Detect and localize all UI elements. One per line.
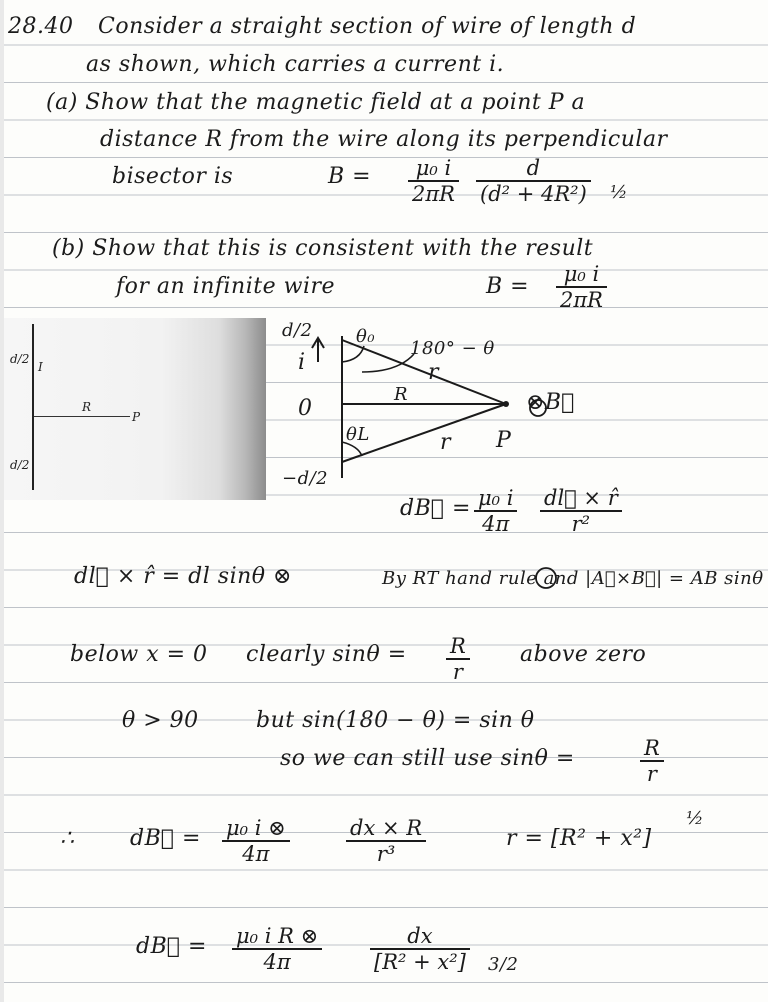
sketch-label-B: ⊗B⃗ (526, 390, 575, 415)
below-zero-text: below x = 0 (70, 642, 208, 667)
db2-fraction-2 (370, 924, 470, 974)
part-b-fraction-denominator: 2πR (560, 288, 603, 312)
part-b-line-2: for an infinite wire (116, 274, 336, 299)
sketch-label-d-half-bottom: −d/2 (282, 468, 329, 489)
r-equation: r = [R² + x²] (506, 826, 652, 851)
sketch-label-d-half-top: d/2 (282, 320, 313, 341)
figure-label-d-half-bottom: d/2 (10, 458, 30, 472)
still-use-fraction-denominator: r (646, 762, 657, 786)
db2-fraction-2-denominator: [R² + x²] (374, 950, 466, 974)
db-fraction-1-numerator: μ₀ i ⊗ (222, 816, 290, 842)
still-use-fraction-numerator: R (640, 736, 664, 762)
part-b-lhs: B = (486, 274, 530, 299)
therefore-symbol: ∴ (60, 826, 75, 851)
biot-savart-fraction-2-denominator: r² (571, 512, 591, 536)
figure-label-P: P (132, 410, 141, 424)
cross-product-note: By RT hand rule and |A⃗×B⃗| = AB sinθ (382, 568, 764, 589)
db2-fraction-1 (232, 924, 322, 974)
figure-label-R: R (82, 400, 92, 414)
sketch-label-thetaL: θL (346, 424, 370, 445)
db-lhs: dB⃗ = (130, 826, 201, 851)
sketch-label-R: R (394, 384, 409, 405)
biot-savart-fraction-2-numerator: dl⃗ × r̂ (540, 486, 622, 512)
figure-label-current: I (38, 360, 43, 374)
still-use-text: so we can still use sinθ = (280, 746, 575, 771)
part-a-line-1: (a) Show that the magnetic field at a point P a (46, 90, 586, 115)
db-fraction-2-numerator: dx × R (346, 816, 426, 842)
sin-fraction (446, 634, 470, 684)
biot-savart-lhs: dB⃗ = (400, 496, 471, 521)
db2-fraction-1-denominator: 4π (263, 950, 291, 974)
db2-exponent: 3/2 (488, 954, 519, 975)
sketch-label-P: P (496, 428, 512, 453)
biot-savart-fraction-1 (474, 486, 517, 536)
part-b-line-1: (b) Show that this is consistent with the result (52, 236, 594, 261)
problem-number: 28.40 (8, 14, 74, 39)
part-b-fraction-numerator: μ₀ i (556, 262, 607, 288)
sketch-label-i: i (298, 350, 306, 375)
sin-fraction-denominator: r (452, 660, 463, 684)
db-fraction-2 (346, 816, 426, 866)
problem-statement-line-1: Consider a straight section of wire of length d (98, 14, 637, 39)
sketch-theta-arc-top (342, 346, 364, 362)
sin-fraction-numerator: R (446, 634, 470, 660)
but-sin-text: but sin(180 − θ) = sin θ (256, 708, 535, 733)
figure-label-d-half-top: d/2 (10, 352, 30, 366)
db-fraction-2-denominator: r³ (376, 842, 396, 866)
problem-statement-line-2: as shown, which carries a current i. (86, 52, 505, 77)
db-fraction-1 (222, 816, 290, 866)
sketch-label-zero: 0 (298, 396, 313, 421)
sketch-supplement-arc (362, 354, 414, 372)
cross-product-line: dl⃗ × r̂ = dl sinθ ⊗ (74, 564, 292, 589)
part-a-line-3: bisector is (112, 164, 234, 189)
biot-savart-fraction-1-numerator: μ₀ i (474, 486, 517, 512)
part-a-lhs: B = (328, 164, 372, 189)
part-a-fraction-1-numerator: μ₀ i (408, 156, 459, 182)
part-a-fraction-2-numerator: d (476, 156, 591, 182)
sketch-point-P (503, 401, 509, 407)
db2-fraction-2-numerator: dx (370, 924, 470, 950)
biot-savart-fraction-2 (540, 486, 622, 536)
above-zero-text: above zero (520, 642, 647, 667)
theta-gt-text: θ > 90 (122, 708, 199, 733)
biot-savart-fraction-1-denominator: 4π (482, 512, 510, 536)
db2-lhs: dB⃗ = (136, 934, 207, 959)
sketch-label-angle: 180° − θ (410, 338, 495, 359)
sketch-label-r-bottom: r (440, 430, 452, 455)
part-a-fraction-1-denominator: 2πR (412, 182, 455, 206)
sketch-label-theta0: θ₀ (356, 326, 376, 347)
clearly-sin-text: clearly sinθ = (246, 642, 407, 667)
db-fraction-1-denominator: 4π (242, 842, 270, 866)
r-exponent: ½ (686, 808, 704, 829)
db2-fraction-1-numerator: μ₀ i R ⊗ (232, 924, 322, 950)
part-a-exponent: ½ (610, 182, 628, 203)
part-a-fraction-2-denominator: (d² + 4R²) (480, 182, 587, 206)
still-use-fraction (640, 736, 664, 786)
part-a-line-2: distance R from the wire along its perpendicular (100, 127, 668, 152)
sketch-label-r-top: r (428, 360, 440, 385)
